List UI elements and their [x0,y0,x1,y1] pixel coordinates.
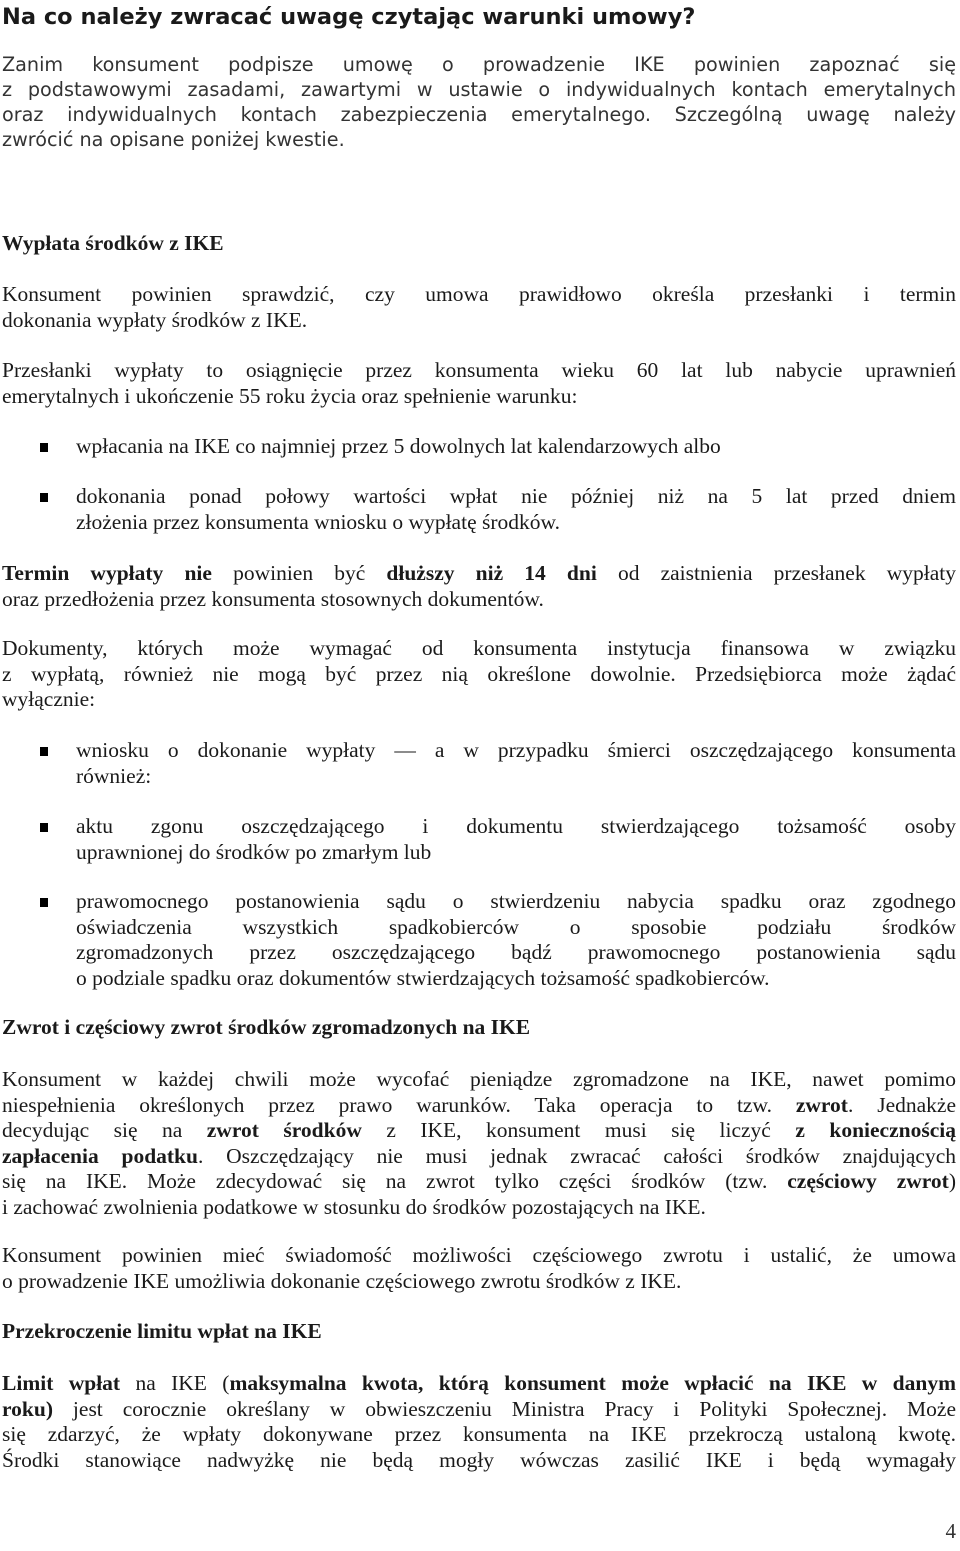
bullet-marker [40,443,48,452]
text-span: . Oszczędzający nie musi jednak zwracać całości środków znajdujących [197,1143,956,1168]
text-line: złożenia przez konsumenta wniosku o wypłatę środków. [76,509,561,534]
text-span: jest corocznie określany w obwieszczeniu Ministra Pracy i Polityki Społecznej. Może [52,1396,956,1421]
refund-paragraph-2 [2,1243,956,1294]
withdrawal-paragraph-3 [2,561,956,612]
text-span: się na IKE. Może zdecydować się na zwrot tylko części środków (tzw. [2,1169,788,1193]
text-line: się zdarzyć, że wpłaty dokonywane przez konsumenta na IKE przekroczą ustaloną kwotę. [2,1422,956,1446]
text-line: Środki stanowiące nadwyżkę nie będą mogły wówczas zasilić IKE i będą wymagały [2,1447,956,1472]
limit-paragraph-1 [2,1371,956,1473]
bold-text: maksymalna kwota, którą konsument może wpłacić na IKE w danym [229,1371,956,1395]
text-line: Dokumenty, których może wymagać od konsumenta instytucja finansowa w związku [2,636,956,660]
text-line: wyłącznie: [2,687,96,711]
text-line: również: [76,763,152,788]
section-heading-withdrawal: Wypłata środków z IKE [2,231,224,255]
bullet-marker [40,493,48,502]
text-line: z wypłatą, również nie mogą być przez nią określone dowolnie. Przedsiębiorca może żądać [2,661,956,686]
text-line: wpłacania na IKE co najmniej przez 5 dowolnych lat kalendarzowych albo [76,434,721,458]
text-line [2,1169,956,1195]
text-line: Konsument w każdej chwili może wycofać pieniądze zgromadzone na IKE, nawet pomimo [2,1067,956,1091]
text-line: dokonania ponad połowy wartości wpłat nie później niż na 5 lat przed dniem [76,484,956,508]
text-line: Przesłanki wypłaty to osiągnięcie przez konsumenta wieku 60 lat lub nabycie uprawnień [2,358,956,382]
refund-paragraph-1 [2,1067,956,1220]
text-span: decydując się na [2,1118,207,1142]
bold-text: dłuższy niż 14 dni [386,561,597,585]
text-line [2,1118,956,1144]
text-line: aktu zgonu oszczędzającego i dokumentu stwierdzającego tożsamość osoby [76,814,956,838]
bold-text: roku) [2,1396,53,1421]
bullet-marker [40,823,48,832]
text-line: uprawnionej do środków po zmarłym lub [76,839,432,864]
text-line: i zachować zwolnienia podatkowe w stosunku do środków pozostających na IKE. [2,1194,706,1219]
bold-text: zwrot środków [206,1118,362,1142]
text-span: ) [948,1169,956,1193]
text-line [2,561,956,587]
text-line: o podziale spadku oraz dokumentów stwierdzających tożsamość spadkobierców. [76,965,770,990]
text-line: dokonania wypłaty środków z IKE. [2,307,308,332]
text-span: od zaistnienia przesłanek wypłaty [596,561,957,585]
bold-text: częściowy zwrot [787,1169,949,1193]
text-span: niespełnienia określonych przez prawo warunków. Taka operacja to tzw. [2,1092,796,1117]
bold-text: z koniecznością [795,1118,956,1142]
section-heading-limit: Przekroczenie limitu wpłat na IKE [2,1319,322,1343]
text-line: Konsument powinien sprawdzić, czy umowa prawidłowo określa przesłanki i termin [2,282,956,306]
section-heading-refund: Zwrot i częściowy zwrot środków zgromadzonych na IKE [2,1015,531,1039]
text-span: z IKE, konsument musi się liczyć [361,1118,796,1142]
page-title: Na co należy zwracać uwagę czytając warunki umowy? [2,4,696,30]
intro-line: z podstawowymi zasadami, zawartymi w ustawie o indywidualnych kontach emerytalnych [2,78,956,101]
bold-text: Termin wypłaty nie [2,561,212,585]
intro-line: Zanim konsument podpisze umowę o prowadzenie IKE powinien zapoznać się [2,53,956,76]
bullet-marker [40,747,48,756]
text-line [2,1144,956,1170]
bold-text: zapłacenia podatku [2,1143,198,1168]
intro-line: oraz indywidualnych kontach zabezpieczenia emerytalnego. Szczególną uwagę należy [2,103,956,126]
text-line [2,1093,956,1119]
withdrawal-paragraph-2 [2,358,956,409]
text-line [2,1397,956,1423]
intro-paragraph [2,52,956,152]
text-line: oraz przedłożenia przez konsumenta stosownych dokumentów. [2,586,544,611]
text-line: wniosku o dokonanie wypłaty — a w przypadku śmierci oszczędzającego konsumenta [76,738,956,762]
text-line: emerytalnych i ukończenie 55 roku życia oraz spełnienie warunku: [2,383,578,408]
text-line: oświadczenia wszystkich spadkobierców o sposobie podziału środków [76,914,956,939]
bold-text: Limit wpłat [2,1371,121,1395]
bullet-marker [40,898,48,907]
text-line: zgromadzonych przez oszczędzającego bądź prawomocnego postanowienia sądu [76,940,956,964]
text-span: na IKE ( [120,1371,230,1395]
withdrawal-paragraph-1 [2,282,956,333]
text-line: o prowadzenie IKE umożliwia dokonanie częściowego zwrotu środków z IKE. [2,1268,682,1293]
text-line: prawomocnego postanowienia sądu o stwierdzeniu nabycia spadku oraz zgodnego [76,889,956,913]
text-line [2,1371,956,1397]
withdrawal-paragraph-4 [2,636,956,713]
bold-text: zwrot [795,1092,848,1117]
text-line: Konsument powinien mieć świadomość możliwości częściowego zwrotu i ustalić, że umowa [2,1243,956,1267]
page-number: 4 [945,1519,956,1543]
text-span: . Jednakże [847,1092,956,1117]
text-span: powinien być [211,561,387,585]
intro-line: zwrócić na opisane poniżej kwestie. [2,128,345,151]
